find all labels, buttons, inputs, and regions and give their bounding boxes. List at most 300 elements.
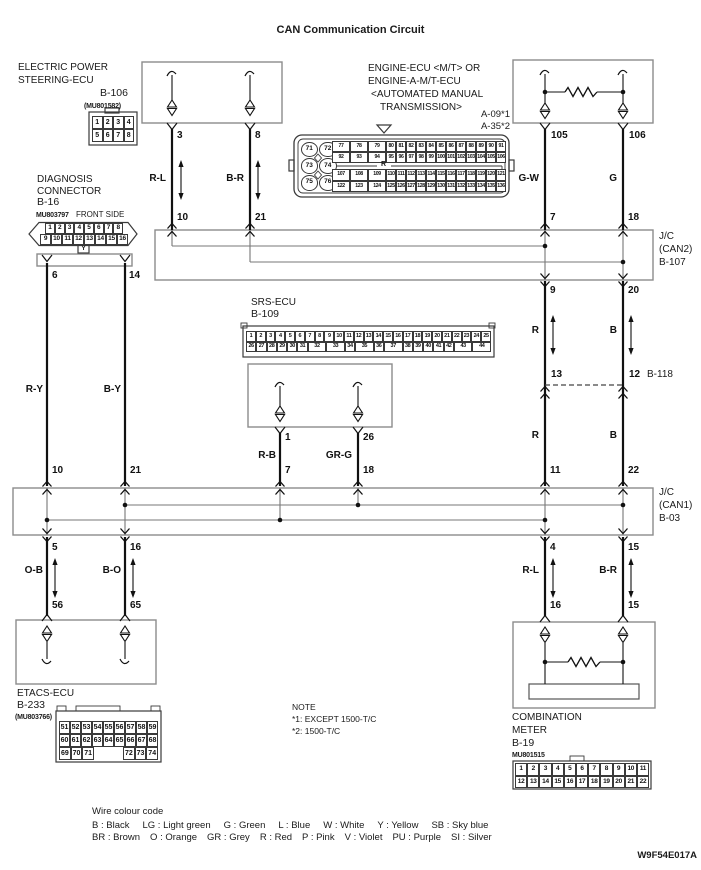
pin-number: 105 (551, 130, 568, 141)
wire-label: O-B (24, 565, 43, 576)
pin-cell: 58 (136, 721, 147, 734)
pin-cell: 90 (486, 141, 496, 152)
meter-internal-circuit (540, 616, 628, 685)
engine-ecu-label-2: ENGINE-A-M/T-ECU (368, 76, 461, 87)
pin-cell: 38 (403, 342, 413, 353)
pin-cell: 94 (368, 152, 386, 163)
pin-cell: 71 (82, 747, 94, 760)
a09-pin-grid-top (332, 141, 506, 163)
pin-cell: 72 (123, 747, 135, 760)
meter-label-1: COMBINATION (512, 712, 582, 723)
pin-number: 6 (52, 270, 58, 281)
pin-cell: 97 (406, 152, 416, 163)
pin-cell: 83 (416, 141, 426, 152)
pin-cell: 24 (471, 331, 481, 342)
a09-pin-grid-bottom (332, 169, 506, 192)
pin-cell: 96 (396, 152, 406, 163)
pin-cell: 1 (92, 116, 103, 129)
pin-cell: 73 (301, 158, 319, 174)
pin-cell: 115 (436, 169, 446, 181)
pin-cell: 41 (433, 342, 443, 353)
pin-cell: 121 (496, 169, 506, 181)
pin-number: 12 (629, 369, 641, 380)
pin-cell: 11 (637, 763, 649, 776)
diagnosis-label-2: CONNECTOR (37, 186, 102, 197)
eps-internal-circuit (167, 71, 255, 115)
pin-cell: 44 (472, 342, 491, 353)
pin-cell: 57 (125, 721, 136, 734)
pin-cell: 136 (496, 181, 506, 193)
pin-cell: 91 (496, 141, 506, 152)
wire-colour-entry: GR : Grey (207, 832, 250, 843)
pin-number: 15 (628, 542, 640, 553)
b233-pin-grid (59, 721, 158, 760)
pin-cell: 15 (106, 234, 117, 245)
wire-colour-code-row-1 (92, 820, 501, 831)
pin-cell: 20 (432, 331, 442, 342)
pin-cell: 33 (326, 342, 345, 353)
srs-connector-code: B-109 (251, 308, 280, 320)
pin-cell: 118 (466, 169, 476, 181)
pin-cell: 127 (406, 181, 416, 193)
pin-number: 20 (628, 285, 640, 296)
pin-cell: 6 (94, 223, 104, 234)
pin-cell: 103 (466, 152, 476, 163)
pin-cell: 117 (456, 169, 466, 181)
wire-label: G-W (518, 173, 539, 184)
pin-cell: 6 (103, 129, 114, 142)
pin-cell: 36 (374, 342, 384, 353)
pin-number: 21 (255, 212, 267, 223)
pin-cell: 100 (436, 152, 446, 163)
pin-number: 65 (130, 600, 142, 611)
pin-number: 8 (255, 130, 261, 141)
wire-label: R (531, 325, 539, 336)
pin-cell: 1 (515, 763, 527, 776)
pin-cell: 74 (146, 747, 158, 760)
pin-cell: 64 (103, 734, 114, 747)
pin-cell: 2 (103, 116, 114, 129)
pin-cell: 113 (416, 169, 426, 181)
wire-colour-entry: O : Orange (150, 832, 198, 843)
pin-cell: 12 (73, 234, 84, 245)
pin-cell: 74 (319, 158, 337, 174)
pin-cell: 2 (527, 763, 539, 776)
pin-cell: 119 (476, 169, 486, 181)
pin-cell: 34 (345, 342, 355, 353)
wire-label: B-R (599, 565, 617, 576)
jc-can2-connector-code: B-107 (659, 257, 686, 268)
pin-cell: 14 (95, 234, 106, 245)
pin-cell: 7 (113, 129, 124, 142)
pin-number: 13 (551, 369, 563, 380)
pin-cell: 129 (426, 181, 436, 193)
pin-cell: 35 (355, 342, 374, 353)
terminating-resistor (565, 88, 597, 97)
pin-cell: 1 (45, 223, 55, 234)
pin-cell: 2 (256, 331, 266, 342)
pin-cell: 7 (588, 763, 600, 776)
pin-cell: 21 (625, 776, 637, 789)
pin-cell: 60 (59, 734, 70, 747)
pin-cell: 70 (71, 747, 83, 760)
diagnosis-label-1: DIAGNOSIS (37, 174, 93, 185)
pin-cell: 18 (588, 776, 600, 789)
pin-cell: 88 (466, 141, 476, 152)
pin-cell: 3 (113, 116, 124, 129)
engine-connector-code-2: A-35*2 (480, 121, 510, 132)
diagnosis-part-no: MU803797 (36, 212, 69, 219)
pin-cell: 8 (315, 331, 325, 342)
eps-part-no: (MU801582) (84, 103, 121, 110)
pin-cell: 89 (476, 141, 486, 152)
engine-connector-code-1: A-09*1 (480, 109, 510, 120)
pin-cell: 40 (423, 342, 433, 353)
drawing-code: W9F54E017A (637, 850, 697, 861)
pin-cell: 5 (84, 223, 94, 234)
pin-cell: 15 (552, 776, 564, 789)
pin-cell: 75 (301, 175, 319, 191)
pin-cell: 61 (70, 734, 81, 747)
pin-cell: 6 (576, 763, 588, 776)
pin-number: 7 (285, 465, 291, 476)
pin-cell: 68 (147, 734, 158, 747)
pin-cell: 8 (113, 223, 123, 234)
pin-cell: 7 (305, 331, 315, 342)
pin-cell: 73 (135, 747, 147, 760)
pin-cell: 26 (246, 342, 256, 353)
wire-colour-entry: BR : Brown (92, 832, 141, 843)
wire-colour-entry: Y : Yellow (377, 820, 419, 831)
wire-colour-entry: L : Blue (278, 820, 311, 831)
pin-cell: 13 (527, 776, 539, 789)
b109-pin-grid (246, 331, 491, 352)
engine-ecu-label-1: ENGINE-ECU <M/T> OR (368, 63, 481, 74)
pin-cell: 101 (446, 152, 456, 163)
pin-cell: 109 (368, 169, 386, 181)
pin-cell: 1 (246, 331, 256, 342)
pin-number: 3 (177, 130, 183, 141)
wire-colour-entry: SB : Sky blue (431, 820, 489, 831)
pin-cell: 19 (422, 331, 432, 342)
pin-cell: 120 (486, 169, 496, 181)
wire-colour-entry: SI : Silver (451, 832, 492, 843)
pin-cell: 52 (70, 721, 81, 734)
engine-ecu-label-4: TRANSMISSION> (380, 102, 462, 113)
wire-label: R-L (149, 173, 166, 184)
pin-number: 22 (628, 465, 640, 476)
pin-number: 15 (628, 600, 640, 611)
pin-number: 10 (52, 465, 64, 476)
pin-cell: 11 (62, 234, 73, 245)
pin-number: 26 (363, 432, 375, 443)
b19-pin-grid (515, 763, 649, 788)
pin-cell: 14 (539, 776, 551, 789)
pin-cell: 54 (92, 721, 103, 734)
eps-connector-code: B-106 (99, 87, 128, 99)
pin-cell: 111 (396, 169, 406, 181)
note-line-1: *1: EXCEPT 1500-T/C (292, 714, 377, 724)
pin-cell: 66 (125, 734, 136, 747)
pin-cell: 43 (454, 342, 473, 353)
wire-label: GR-G (325, 450, 352, 461)
pin-number: 9 (550, 285, 556, 296)
wire-colour-entry: R : Red (259, 832, 293, 843)
wire-label: R-L (522, 565, 539, 576)
srs-ecu-label: SRS-ECU (251, 297, 297, 308)
pin-cell: 4 (275, 331, 285, 342)
pin-cell: 32 (308, 342, 327, 353)
pin-cell: 82 (406, 141, 416, 152)
pin-cell: 104 (476, 152, 486, 163)
pin-cell: 62 (81, 734, 92, 747)
wire-colour-entry: W : White (323, 820, 365, 831)
pin-cell: 126 (396, 181, 406, 193)
pin-number: 18 (363, 465, 375, 476)
pin-number: 11 (550, 465, 561, 476)
pin-cell: 92 (332, 152, 350, 163)
pin-cell: 11 (344, 331, 354, 342)
eps-ecu-label-1: ELECTRIC POWER (18, 62, 109, 73)
pin-cell: 9 (40, 234, 51, 245)
b106-pin-grid (92, 116, 134, 142)
pin-cell: 16 (393, 331, 403, 342)
pin-cell: 12 (354, 331, 364, 342)
pin-cell: 56 (114, 721, 125, 734)
pin-cell: 20 (613, 776, 625, 789)
wire-label: B-R (226, 173, 244, 184)
pin-cell: 2 (55, 223, 65, 234)
pin-cell: 110 (386, 169, 396, 181)
pin-cell: 13 (84, 234, 95, 245)
jc-can1-box (13, 488, 653, 535)
pin-cell: 4 (74, 223, 84, 234)
jc-can2-label-1: J/C (659, 231, 674, 242)
pin-cell: 30 (287, 342, 297, 353)
pin-cell: 128 (416, 181, 426, 193)
a09-row-label: R (381, 161, 387, 168)
pin-cell: 51 (59, 721, 70, 734)
pin-cell: 25 (481, 331, 491, 342)
wire-label: B (609, 325, 617, 336)
etacs-connector-code: B-233 (17, 699, 46, 711)
pin-cell: 122 (332, 181, 350, 193)
meter-internal-block (529, 684, 639, 699)
pin-cell: 3 (539, 763, 551, 776)
pin-cell: 19 (600, 776, 612, 789)
pin-cell: 78 (350, 141, 368, 152)
pin-cell: 27 (256, 342, 266, 353)
wire-colour-entry: G : Green (223, 820, 266, 831)
pin-cell: 8 (124, 129, 135, 142)
pin-cell: 8 (600, 763, 612, 776)
pin-cell: 85 (436, 141, 446, 152)
page-title: CAN Communication Circuit (276, 24, 425, 36)
pin-cell: 12 (515, 776, 527, 789)
pin-number: 16 (130, 542, 142, 553)
pin-cell: 37 (384, 342, 403, 353)
pin-cell: 9 (613, 763, 625, 776)
pin-cell: 59 (147, 721, 158, 734)
pin-cell: 15 (383, 331, 393, 342)
note-line-2: *2: 1500-T/C (292, 726, 341, 736)
pin-cell: 99 (426, 152, 436, 163)
pin-cell: 69 (59, 747, 71, 760)
pin-cell: 17 (403, 331, 413, 342)
meter-part-no: MU801515 (512, 752, 545, 759)
pin-number: 16 (550, 600, 562, 611)
pin-cell: 21 (442, 331, 452, 342)
pin-cell: 3 (266, 331, 276, 342)
pin-cell: 135 (486, 181, 496, 193)
pin-cell: 124 (368, 181, 386, 193)
wire-label: R-Y (25, 384, 43, 395)
pin-cell: 4 (552, 763, 564, 776)
pin-number: 1 (285, 432, 291, 443)
diagnosis-connector-code: B-16 (37, 196, 60, 208)
pin-cell: 79 (368, 141, 386, 152)
pin-number: 106 (629, 130, 646, 141)
pin-cell: 76 (319, 175, 337, 191)
pin-number: 5 (52, 542, 58, 553)
pin-cell: 65 (114, 734, 125, 747)
pin-cell: 22 (637, 776, 649, 789)
etacs-part-no: (MU803766) (15, 714, 52, 721)
wire-label: B (609, 430, 617, 441)
srs-ecu-box (248, 364, 392, 427)
pin-cell: 134 (476, 181, 486, 193)
note-title: NOTE (292, 702, 316, 712)
meter-connector-code: B-19 (512, 737, 535, 749)
pin-number: 7 (550, 212, 556, 223)
pin-cell: 84 (426, 141, 436, 152)
pin-cell: 3 (65, 223, 75, 234)
pin-cell: 23 (462, 331, 472, 342)
engine-internal-circuit (540, 70, 628, 118)
pin-cell: 5 (92, 129, 103, 142)
pin-cell: 7 (104, 223, 114, 234)
jc-can1-label-2: (CAN1) (659, 500, 693, 511)
pin-cell: 4 (124, 116, 135, 129)
pin-number: 56 (52, 600, 64, 611)
pin-cell: 53 (81, 721, 92, 734)
pin-cell: 29 (277, 342, 287, 353)
pin-cell: 86 (446, 141, 456, 152)
pin-cell: 16 (564, 776, 576, 789)
combination-meter-box (513, 622, 655, 708)
jc-can1-label-1: J/C (659, 487, 674, 498)
pin-cell: 17 (576, 776, 588, 789)
pin-cell: 13 (364, 331, 374, 342)
wire-label: G (609, 173, 617, 184)
etacs-ecu-box (16, 620, 156, 684)
pin-number: 4 (550, 542, 556, 553)
wire-colour-entry: P : Pink (302, 832, 335, 843)
pin-cell: 31 (297, 342, 307, 353)
pin-cell: 130 (436, 181, 446, 193)
wire-label: R-B (258, 450, 276, 461)
pin-cell: 71 (301, 142, 319, 158)
engine-ecu-label-3: <AUTOMATED MANUAL (371, 89, 484, 100)
pin-cell: 5 (285, 331, 295, 342)
pin-number: 21 (130, 465, 142, 476)
pin-cell: 72 (319, 142, 337, 158)
pin-cell: 28 (267, 342, 277, 353)
eps-ecu-box (142, 62, 282, 123)
diagnosis-view-label: FRONT SIDE (76, 210, 125, 219)
pin-cell: 10 (334, 331, 344, 342)
pin-cell: 106 (496, 152, 506, 163)
pin-cell: 105 (486, 152, 496, 163)
pin-cell (94, 747, 123, 760)
b16-pin-grid-row1 (45, 223, 123, 234)
wire-label: B-Y (103, 384, 121, 395)
pin-cell: 18 (413, 331, 423, 342)
b118-connector-code: B-118 (647, 369, 673, 380)
pin-cell: 95 (386, 152, 396, 163)
pin-cell: 123 (350, 181, 368, 193)
srs-internal-circuit (275, 382, 363, 421)
pin-cell: 10 (51, 234, 62, 245)
pin-cell: 16 (117, 234, 128, 245)
pin-number: 18 (628, 212, 640, 223)
jc-can2-box (155, 230, 653, 280)
jc-can2-label-2: (CAN2) (659, 244, 693, 255)
pin-cell: 108 (350, 169, 368, 181)
pin-cell: 107 (332, 169, 350, 181)
pin-cell: 93 (350, 152, 368, 163)
terminating-resistor (568, 658, 600, 667)
pin-cell: 55 (103, 721, 114, 734)
meter-label-2: METER (512, 725, 547, 736)
b16-pin-grid-row2 (40, 234, 128, 245)
wire-colour-entry: PU : Purple (392, 832, 442, 843)
pin-cell: 81 (396, 141, 406, 152)
pin-cell: 87 (456, 141, 466, 152)
pin-cell: 9 (324, 331, 334, 342)
wire-label: R (531, 430, 539, 441)
etacs-ecu-label: ETACS-ECU (17, 688, 75, 699)
wire-colour-code-title: Wire colour code (92, 806, 164, 817)
pin-cell: 10 (625, 763, 637, 776)
wire-colour-entry: LG : Light green (142, 820, 211, 831)
pin-cell: 77 (332, 141, 350, 152)
pin-cell: 42 (444, 342, 454, 353)
pin-cell: 39 (413, 342, 423, 353)
pin-number: 14 (129, 270, 141, 281)
diagnosis-key-tab: Y (81, 245, 86, 252)
pin-cell: 133 (466, 181, 476, 193)
pin-cell: 14 (373, 331, 383, 342)
pin-cell: 5 (564, 763, 576, 776)
wire-colour-entry: B : Black (92, 820, 130, 831)
pin-cell: 63 (92, 734, 103, 747)
pin-cell: 125 (386, 181, 396, 193)
pin-cell: 102 (456, 152, 466, 163)
wire-colour-entry: V : Violet (344, 832, 383, 843)
engine-ecu-box (513, 60, 653, 123)
pin-cell: 114 (426, 169, 436, 181)
wire-label: B-O (102, 565, 121, 576)
a09-index-marker (377, 125, 391, 133)
pin-cell: 112 (406, 169, 416, 181)
eps-ecu-label-2: STEERING-ECU (18, 75, 94, 86)
pin-cell: 116 (446, 169, 456, 181)
wire-colour-code-row-2 (92, 832, 502, 843)
pin-cell: 80 (386, 141, 396, 152)
pin-cell: 98 (416, 152, 426, 163)
pin-cell: 132 (456, 181, 466, 193)
